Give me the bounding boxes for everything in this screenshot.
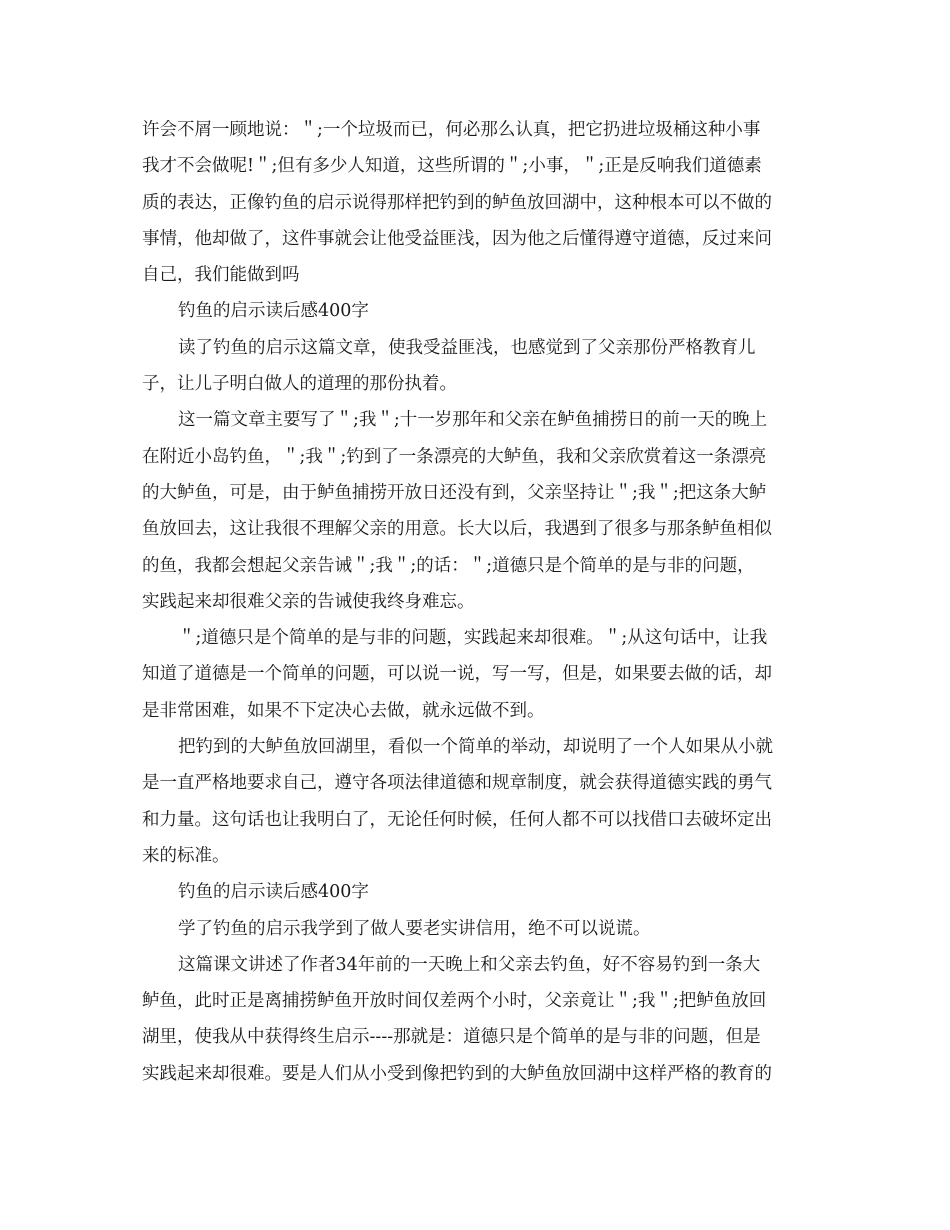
text-line: 自己，我们能做到吗 xyxy=(142,265,300,286)
text-line: 钓鱼的启示读后感400字 xyxy=(178,882,369,903)
text-line: 读了钓鱼的启示这篇文章，使我受益匪浅，也感觉到了父亲那份严格教育儿 xyxy=(178,337,756,358)
text-line: 事情，他却做了，这件事就会让他受益匪浅，因为他之后懂得遵守道德，反过来问 xyxy=(142,228,772,249)
text-line: 和力量。这句话也让我明白了，无论任何时候，任何人都不可以找借口去破坏定出 xyxy=(142,809,772,830)
text-line: 的鱼，我都会想起父亲告诫＂;我＂;的话：＂;道德只是个简单的是与非的问题， xyxy=(142,555,755,576)
text-line: 这篇课文讲述了作者34年前的一天晚上和父亲去钓鱼，好不容易钓到一条大 xyxy=(178,954,761,975)
text-line: 这一篇文章主要写了＂;我＂;十一岁那年和父亲在鲈鱼捕捞日的前一天的晚上 xyxy=(178,410,768,431)
document-page xyxy=(142,112,812,1092)
text-line: 的大鲈鱼，可是，由于鲈鱼捕捞开放日还没有到，父亲坚持让＂;我＂;把这条大鲈 xyxy=(142,482,767,503)
text-line: 实践起来却很难父亲的告诫使我终身难忘。 xyxy=(142,591,475,612)
text-line: 知道了道德是一个简单的问题，可以说一说，写一写，但是，如果要去做的话，却 xyxy=(142,664,772,685)
text-line: 子，让儿子明白做人的道理的那份执着。 xyxy=(142,374,457,395)
text-line: 湖里，使我从中获得终生启示----那就是：道德只是个简单的是与非的问题，但是 xyxy=(142,1027,761,1048)
text-line: 是非常困难，如果不下定决心去做，就永远做不到。 xyxy=(142,700,545,721)
text-line: 许会不屑一顾地说：＂;一个垃圾而已，何必那么认真，把它扔进垃圾桶这种小事 xyxy=(142,120,761,140)
text-line: 质的表达，正像钓鱼的启示说得那样把钓到的鲈鱼放回湖中，这种根本可以不做的 xyxy=(142,192,772,213)
text-line: 鱼放回去，这让我很不理解父亲的用意。长大以后，我遇到了很多与那条鲈鱼相似 xyxy=(142,519,772,540)
text-line: 把钓到的大鲈鱼放回湖里，看似一个简单的举动，却说明了一个人如果从小就 xyxy=(178,737,773,758)
text-line: 来的标准。 xyxy=(142,845,230,866)
text-line: 在附近小岛钓鱼，＂;我＂;钓到了一条漂亮的大鲈鱼，我和父亲欣赏着这一条漂亮 xyxy=(142,446,767,467)
text-line: 鲈鱼，此时正是离捕捞鲈鱼开放时间仅差两个小时，父亲竟让＂;我＂;把鲈鱼放回 xyxy=(142,991,767,1012)
text-line: 实践起来却很难。要是人们从小受到像把钓到的大鲈鱼放回湖中这样严格的教育的 xyxy=(142,1063,772,1084)
text-line: 学了钓鱼的启示我学到了做人要老实讲信用，绝不可以说谎。 xyxy=(178,918,651,939)
text-line: 钓鱼的启示读后感400字 xyxy=(178,301,369,322)
text-line: 是一直严格地要求自己，遵守各项法律道德和规章制度，就会获得道德实践的勇气 xyxy=(142,773,772,794)
text-line: 我才不会做呢!＂;但有多少人知道，这些所谓的＂;小事，＂;正是反响我们道德素 xyxy=(142,156,762,177)
text-line: ＂;道德只是个简单的是与非的问题，实践起来却很难。＂;从这句话中，让我 xyxy=(178,628,768,649)
